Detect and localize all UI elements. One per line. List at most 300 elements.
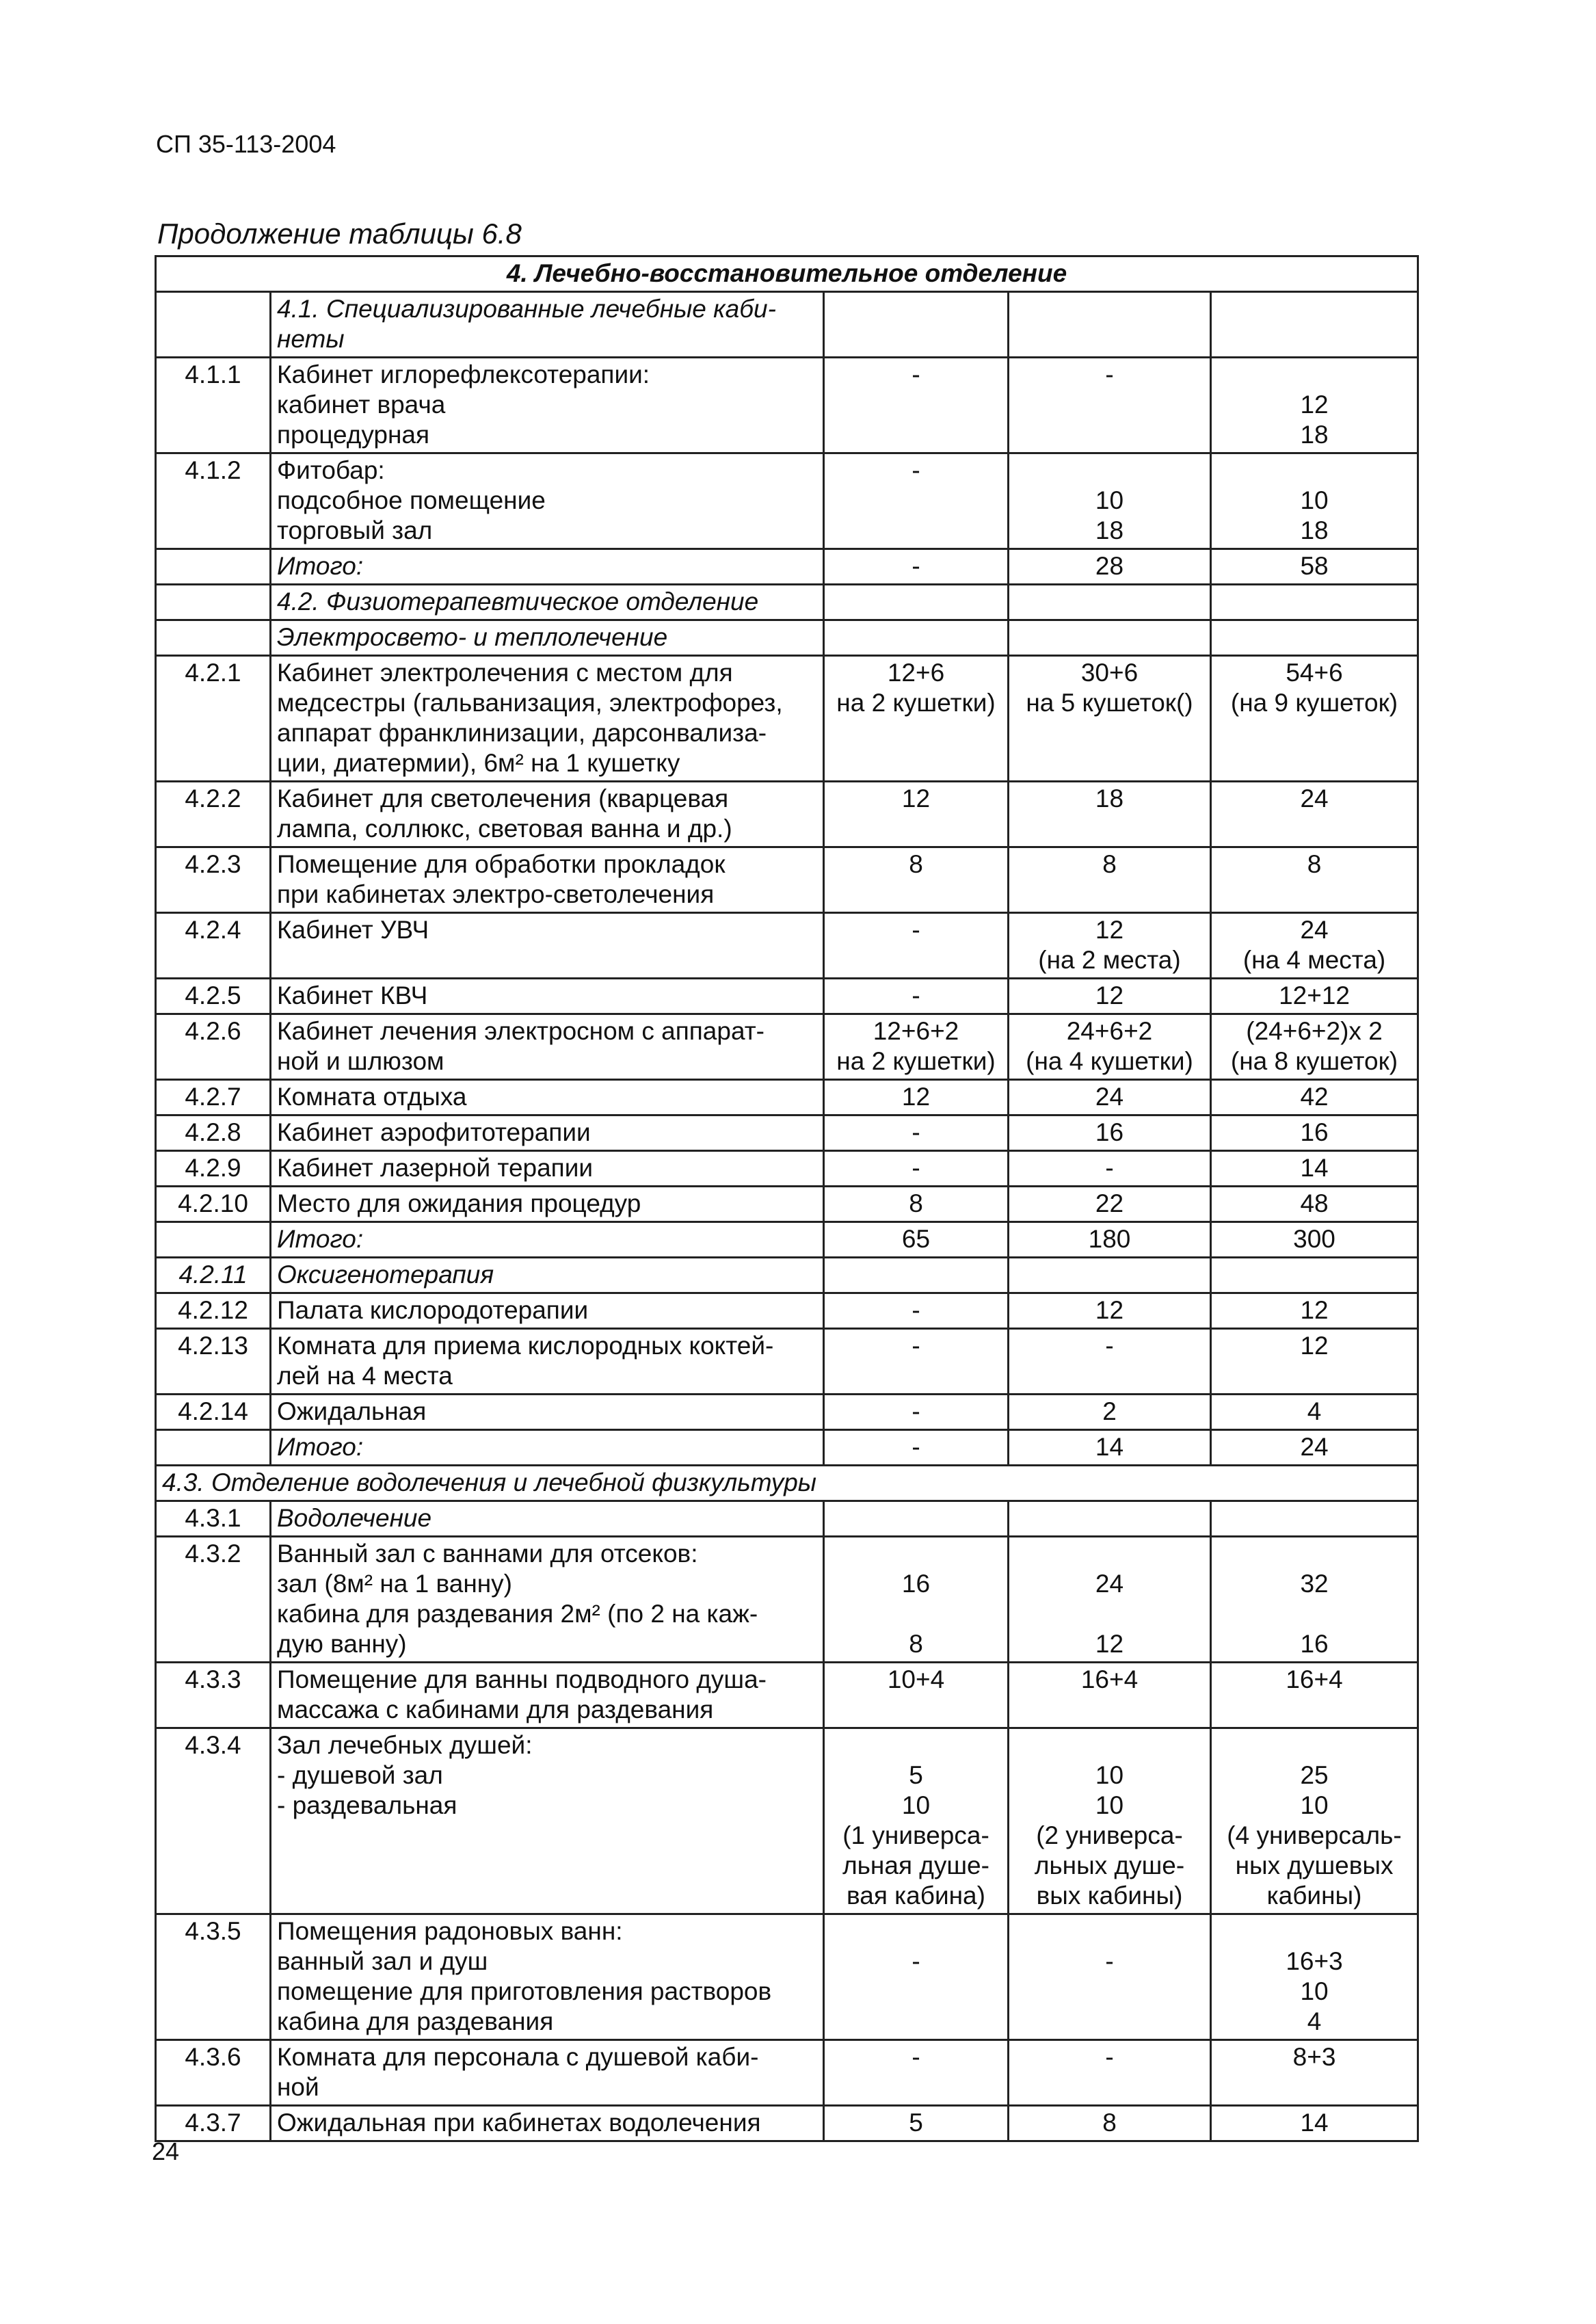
area-value-c	[1211, 913, 1418, 979]
cell-line	[830, 1539, 1002, 1569]
cell-line	[1217, 455, 1411, 486]
cell-line: Комната для персонала с душевой каби-	[277, 2043, 759, 2071]
area-value-a	[824, 1293, 1009, 1329]
cell-line: 8	[1102, 2109, 1117, 2137]
room-name	[271, 292, 824, 358]
area-value-c	[1211, 1430, 1418, 1466]
cell-line: дую ванну)	[277, 1630, 407, 1658]
table-row	[156, 1115, 1418, 1151]
area-value-b	[1009, 1080, 1211, 1115]
cell-line: 28	[1095, 552, 1124, 580]
area-value-c	[1211, 453, 1418, 549]
cell-line: (на 8 кушеток)	[1230, 1047, 1398, 1075]
table-row	[156, 358, 1418, 453]
area-value-c	[1211, 2106, 1418, 2141]
cell-line: Фитобар:	[277, 456, 385, 484]
area-value-a	[824, 979, 1009, 1014]
cell-line: Ожидальная	[277, 1397, 427, 1425]
cell-line: 8	[1307, 850, 1322, 878]
area-value-a	[824, 913, 1009, 979]
cell-line: 16	[1300, 1630, 1329, 1658]
cell-line: -	[912, 1332, 920, 1360]
row-number: 4.2.5	[156, 979, 271, 1014]
cell-line: Зал лечебных душей:	[277, 1731, 533, 1759]
cell-line: льных душе-	[1034, 1851, 1185, 1879]
cell-line: 32	[1300, 1570, 1329, 1598]
cell-line	[1217, 360, 1411, 390]
cell-line: 16	[1300, 1118, 1329, 1146]
cell-line: кабина для раздевания	[277, 2007, 554, 2035]
room-name	[271, 1258, 824, 1293]
cell-line: (на 4 кушетки)	[1026, 1047, 1193, 1075]
area-value-c	[1211, 1293, 1418, 1329]
cell-line: 18	[1300, 516, 1329, 544]
table-row	[156, 620, 1418, 656]
area-value-b	[1009, 2040, 1211, 2106]
cell-line: Кабинет лазерной терапии	[277, 1154, 594, 1182]
table-row	[156, 782, 1418, 847]
cell-line: 12	[1300, 1296, 1329, 1324]
area-value-a	[824, 1728, 1009, 1914]
cell-line: Комната для приема кислородных коктей-	[277, 1332, 774, 1360]
cell-line: 30+6	[1080, 659, 1139, 687]
cell-line: Место для ожидания процедур	[277, 1189, 641, 1217]
cell-line: 4.3. Отделение водолечения и лечебной физкультуры	[162, 1468, 817, 1496]
cell-line: Оксигенотерапия	[277, 1260, 494, 1289]
area-value-a	[824, 358, 1009, 453]
cell-line: на 2 кушетки)	[836, 689, 996, 717]
room-name	[271, 2040, 824, 2106]
area-value-a	[824, 1914, 1009, 2040]
cell-line: - раздевальная	[277, 1791, 457, 1819]
cell-line: лей на 4 места	[277, 1362, 453, 1390]
area-value-a	[824, 585, 1009, 620]
row-number: 4.2.12	[156, 1293, 271, 1329]
cell-line: Кабинет аэрофитотерапии	[277, 1118, 591, 1146]
table-row	[156, 1395, 1418, 1430]
cell-line: неты	[277, 325, 345, 353]
cell-line: Электросвето- и теплолечение	[277, 623, 668, 651]
table-row	[156, 1080, 1418, 1115]
area-value-c	[1211, 2040, 1418, 2106]
cell-line: -	[1105, 1332, 1114, 1360]
room-name	[271, 549, 824, 585]
room-name	[271, 782, 824, 847]
room-name	[271, 1329, 824, 1395]
area-value-b	[1009, 549, 1211, 585]
cell-line: Кабинет КВЧ	[277, 981, 428, 1009]
cell-line: Помещение для обработки прокладок	[277, 850, 726, 878]
cell-line: 8+3	[1292, 2043, 1336, 2071]
room-name	[271, 1187, 824, 1222]
area-value-a	[824, 847, 1009, 913]
room-name	[271, 453, 824, 549]
area-value-a	[824, 1258, 1009, 1293]
area-value-b	[1009, 782, 1211, 847]
area-value-b	[1009, 1258, 1211, 1293]
row-number: 4.3.6	[156, 2040, 271, 2106]
area-value-a	[824, 1222, 1009, 1258]
subsection-title	[156, 1466, 1418, 1501]
section-title: 4. Лечебно-восстановительное отделение	[156, 256, 1418, 292]
cell-line: при кабинетах электро-светолечения	[277, 880, 715, 908]
cell-line: 10	[1300, 486, 1329, 514]
cell-line	[1015, 455, 1204, 486]
row-number: 4.2.4	[156, 913, 271, 979]
cell-line: 12	[1095, 916, 1124, 944]
cell-line: -	[912, 1947, 920, 1975]
area-value-a	[824, 782, 1009, 847]
cell-line: ной и шлюзом	[277, 1047, 444, 1075]
cell-line: 24	[1300, 1433, 1329, 1461]
cell-line: -	[912, 456, 920, 484]
row-number: 4.2.3	[156, 847, 271, 913]
row-number	[156, 1430, 271, 1466]
cell-line: лампа, соллюкс, световая ванна и др.)	[277, 815, 732, 843]
cell-line: помещение для приготовления растворов	[277, 1977, 772, 2005]
table-row	[156, 1293, 1418, 1329]
cell-line: 8	[909, 850, 923, 878]
row-number: 4.3.1	[156, 1501, 271, 1537]
room-name	[271, 1501, 824, 1537]
area-value-a	[824, 1151, 1009, 1187]
row-number: 4.2.10	[156, 1187, 271, 1222]
table-row	[156, 1258, 1418, 1293]
cell-line	[1015, 1916, 1204, 1946]
cell-line: Кабинет для светолечения (кварцевая	[277, 784, 729, 813]
room-name	[271, 913, 824, 979]
table-row	[156, 292, 1418, 358]
row-number: 4.2.1	[156, 656, 271, 782]
row-number: 4.2.8	[156, 1115, 271, 1151]
cell-line: -	[912, 1118, 920, 1146]
area-value-b	[1009, 585, 1211, 620]
cell-line: 4.1. Специализированные лечебные каби-	[277, 295, 776, 323]
table-caption: Продолжение таблицы 6.8	[157, 217, 522, 250]
cell-line: 12+6	[887, 659, 945, 687]
cell-line: 10	[1095, 486, 1124, 514]
area-value-c	[1211, 1914, 1418, 2040]
room-name	[271, 2106, 824, 2141]
area-value-b	[1009, 1014, 1211, 1080]
table-row	[156, 1914, 1418, 2040]
cell-line: 22	[1095, 1189, 1124, 1217]
cell-line: 12	[1095, 1296, 1124, 1324]
cell-line: -	[912, 1154, 920, 1182]
row-number: 4.1.2	[156, 453, 271, 549]
area-value-b	[1009, 1151, 1211, 1187]
cell-line: Ванный зал с ваннами для отсеков:	[277, 1540, 698, 1568]
area-value-a	[824, 1187, 1009, 1222]
room-name	[271, 1537, 824, 1663]
area-value-b	[1009, 1329, 1211, 1395]
cell-line: 24+6+2	[1066, 1017, 1153, 1045]
area-value-b	[1009, 1395, 1211, 1430]
cell-line: Кабинет лечения электросном с аппарат-	[277, 1017, 764, 1045]
area-value-a	[824, 1329, 1009, 1395]
table-row	[156, 979, 1418, 1014]
row-number: 4.3.2	[156, 1537, 271, 1663]
cell-line: Итого:	[277, 552, 364, 580]
area-value-c	[1211, 979, 1418, 1014]
cell-line: Ожидальная при кабинетах водолечения	[277, 2109, 761, 2137]
table-row	[156, 1329, 1418, 1395]
area-value-c	[1211, 620, 1418, 656]
cell-line: -	[912, 552, 920, 580]
cell-line: Итого:	[277, 1225, 364, 1253]
room-name	[271, 620, 824, 656]
row-number	[156, 1222, 271, 1258]
room-name	[271, 585, 824, 620]
table-row	[156, 656, 1418, 782]
cell-line: 14	[1300, 1154, 1329, 1182]
area-value-c	[1211, 1151, 1418, 1187]
area-value-a	[824, 2106, 1009, 2141]
cell-line: Кабинет иглорефлексотерапии:	[277, 360, 650, 388]
area-value-b	[1009, 620, 1211, 656]
room-name	[271, 1222, 824, 1258]
cell-line: 24	[1300, 784, 1329, 813]
cell-line: 25	[1300, 1761, 1329, 1789]
area-value-c	[1211, 1395, 1418, 1430]
document-code: СП 35-113-2004	[156, 130, 336, 158]
table-row	[156, 1430, 1418, 1466]
area-value-c	[1211, 1663, 1418, 1728]
cell-line	[830, 1599, 1002, 1629]
cell-line: 16+4	[1286, 1665, 1343, 1693]
row-number: 4.2.13	[156, 1329, 271, 1395]
cell-line: 10+4	[887, 1665, 945, 1693]
area-value-b	[1009, 1537, 1211, 1663]
cell-line: 2	[1102, 1397, 1117, 1425]
cell-line: 8	[909, 1189, 923, 1217]
cell-line: -	[912, 1296, 920, 1324]
cell-line: Итого:	[277, 1433, 364, 1461]
cell-line	[830, 1730, 1002, 1760]
room-name	[271, 1663, 824, 1728]
table-row	[156, 1014, 1418, 1080]
cell-line: 58	[1300, 552, 1329, 580]
cell-line: 8	[1102, 850, 1117, 878]
cell-line: 12	[1300, 1332, 1329, 1360]
cell-line: 10	[1095, 1791, 1124, 1819]
row-number: 4.2.11	[156, 1258, 271, 1293]
row-number: 4.2.2	[156, 782, 271, 847]
cell-line: 12	[1300, 391, 1329, 419]
cell-line: 180	[1088, 1225, 1131, 1253]
area-value-b	[1009, 292, 1211, 358]
row-number	[156, 620, 271, 656]
table-row	[156, 1187, 1418, 1222]
row-number	[156, 292, 271, 358]
cell-line: 24	[1300, 916, 1329, 944]
area-value-c	[1211, 1501, 1418, 1537]
area-value-c	[1211, 1014, 1418, 1080]
cell-line: 300	[1293, 1225, 1335, 1253]
cell-line: 54+6	[1286, 659, 1343, 687]
cell-line: 24	[1095, 1083, 1124, 1111]
cell-line: ции, диатермии), 6м² на 1 кушетку	[277, 749, 680, 777]
cell-line: кабины)	[1266, 1881, 1362, 1910]
cell-line: -	[1105, 1154, 1114, 1182]
room-name	[271, 1080, 824, 1115]
cell-line: -	[912, 360, 920, 388]
cell-line: (на 2 места)	[1038, 946, 1181, 974]
room-name	[271, 656, 824, 782]
table-row	[156, 913, 1418, 979]
area-value-a	[824, 1430, 1009, 1466]
row-number	[156, 585, 271, 620]
room-name	[271, 1293, 824, 1329]
cell-line: 18	[1095, 784, 1124, 813]
cell-line: зал (8м² на 1 ванну)	[277, 1570, 513, 1598]
area-value-a	[824, 2040, 1009, 2106]
section-header-row	[156, 256, 1418, 292]
area-value-b	[1009, 453, 1211, 549]
area-value-b	[1009, 913, 1211, 979]
row-number: 4.2.7	[156, 1080, 271, 1115]
cell-line: 5	[909, 1761, 923, 1789]
cell-line: Помещения радоновых ванн:	[277, 1917, 623, 1945]
cell-line: 12+12	[1279, 981, 1350, 1009]
cell-line: 10	[901, 1791, 931, 1819]
cell-line: -	[912, 916, 920, 944]
room-name	[271, 1151, 824, 1187]
room-name	[271, 847, 824, 913]
area-value-b	[1009, 1501, 1211, 1537]
area-value-a	[824, 1115, 1009, 1151]
area-table	[155, 255, 1419, 2142]
cell-line: -	[912, 1397, 920, 1425]
area-value-b	[1009, 1914, 1211, 2040]
area-value-c	[1211, 585, 1418, 620]
row-number: 4.3.7	[156, 2106, 271, 2141]
cell-line: вых кабины)	[1036, 1881, 1183, 1910]
table-row	[156, 1501, 1418, 1537]
cell-line: на 5 кушеток()	[1026, 689, 1193, 717]
area-value-c	[1211, 1728, 1418, 1914]
cell-line: Кабинет УВЧ	[277, 916, 429, 944]
cell-line: 48	[1300, 1189, 1329, 1217]
cell-line: 24	[1095, 1570, 1124, 1598]
area-value-c	[1211, 1537, 1418, 1663]
cell-line: 12	[901, 1083, 931, 1111]
cell-line	[1217, 1599, 1411, 1629]
table-row	[156, 1663, 1418, 1728]
cell-line: медсестры (гальванизация, электрофорез,	[277, 689, 783, 717]
cell-line: 4.2. Физиотерапевтическое отделение	[277, 587, 759, 616]
room-name	[271, 1914, 824, 2040]
area-value-b	[1009, 1663, 1211, 1728]
cell-line: 42	[1300, 1083, 1329, 1111]
cell-line: кабинет врача	[277, 391, 446, 419]
cell-line: подсобное помещение	[277, 486, 546, 514]
table-row	[156, 1537, 1418, 1663]
row-number: 4.2.9	[156, 1151, 271, 1187]
area-value-a	[824, 1014, 1009, 1080]
cell-line: 4	[1307, 2007, 1322, 2035]
area-value-c	[1211, 549, 1418, 585]
cell-line: Палата кислородотерапии	[277, 1296, 589, 1324]
cell-line: на 2 кушетки)	[836, 1047, 996, 1075]
room-name	[271, 1430, 824, 1466]
area-value-c	[1211, 1222, 1418, 1258]
table-row	[156, 585, 1418, 620]
cell-line: (4 универсаль-	[1227, 1821, 1402, 1849]
area-value-c	[1211, 1115, 1418, 1151]
cell-line	[1217, 1730, 1411, 1760]
cell-line: вая кабина)	[847, 1881, 985, 1910]
cell-line: 5	[909, 2109, 923, 2137]
room-name	[271, 979, 824, 1014]
cell-line: 16	[901, 1570, 931, 1598]
cell-line: (1 универса-	[842, 1821, 989, 1849]
area-value-b	[1009, 1222, 1211, 1258]
cell-line: (на 9 кушеток)	[1230, 689, 1398, 717]
table-row	[156, 549, 1418, 585]
cell-line	[1217, 1916, 1411, 1946]
cell-line: 18	[1095, 516, 1124, 544]
cell-line: - душевой зал	[277, 1761, 443, 1789]
area-value-a	[824, 656, 1009, 782]
table-row	[156, 1222, 1418, 1258]
area-value-a	[824, 620, 1009, 656]
table-row	[156, 2106, 1418, 2141]
row-number: 4.3.4	[156, 1728, 271, 1914]
cell-line: (24+6+2)x 2	[1246, 1017, 1383, 1045]
cell-line: 8	[909, 1630, 923, 1658]
cell-line: -	[912, 1433, 920, 1461]
area-value-b	[1009, 1728, 1211, 1914]
cell-line: -	[912, 981, 920, 1009]
area-value-c	[1211, 1329, 1418, 1395]
area-value-a	[824, 453, 1009, 549]
cell-line: -	[912, 2043, 920, 2071]
cell-line: 4	[1307, 1397, 1322, 1425]
cell-line: Кабинет электролечения с местом для	[277, 659, 733, 687]
cell-line: 18	[1300, 421, 1329, 449]
cell-line	[1217, 1539, 1411, 1569]
room-name	[271, 1395, 824, 1430]
row-number: 4.3.5	[156, 1914, 271, 2040]
room-name	[271, 358, 824, 453]
cell-line: 12	[1095, 981, 1124, 1009]
cell-line: 14	[1300, 2109, 1329, 2137]
cell-line: (на 4 места)	[1242, 946, 1386, 974]
table-row	[156, 1466, 1418, 1501]
area-value-b	[1009, 1430, 1211, 1466]
cell-line	[1015, 1730, 1204, 1760]
row-number	[156, 549, 271, 585]
area-value-c	[1211, 1258, 1418, 1293]
cell-line: льная душе-	[842, 1851, 989, 1879]
cell-line: аппарат франклинизации, дарсонвализа-	[277, 719, 767, 747]
cell-line	[1015, 1539, 1204, 1569]
cell-line: ных душевых	[1235, 1851, 1394, 1879]
area-value-b	[1009, 847, 1211, 913]
area-value-c	[1211, 782, 1418, 847]
cell-line: процедурная	[277, 421, 430, 449]
area-value-c	[1211, 1187, 1418, 1222]
cell-line: 10	[1300, 1791, 1329, 1819]
area-value-b	[1009, 2106, 1211, 2141]
area-value-b	[1009, 1187, 1211, 1222]
cell-line	[830, 1916, 1002, 1946]
table-row	[156, 1728, 1418, 1914]
cell-line: массажа с кабинами для раздевания	[277, 1695, 714, 1724]
table-row	[156, 847, 1418, 913]
area-value-a	[824, 1501, 1009, 1537]
